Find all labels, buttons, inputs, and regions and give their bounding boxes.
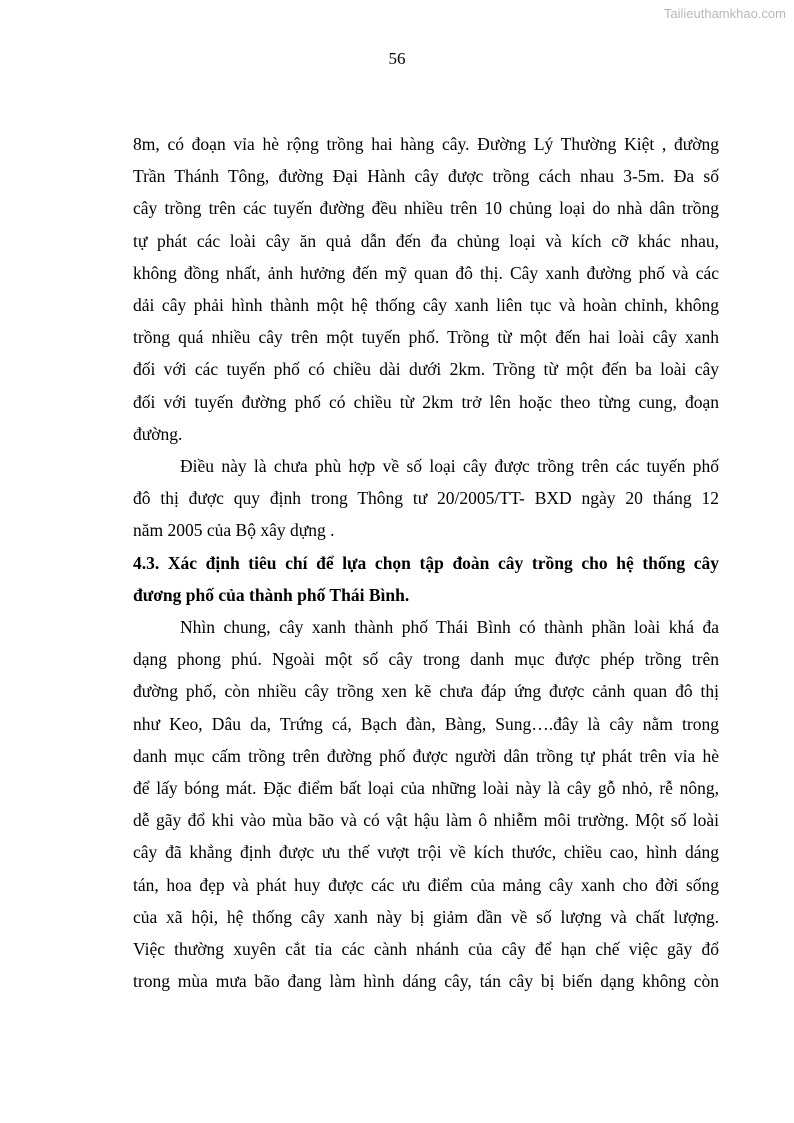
text-line: tự phát các loài cây ăn quả dẫn đến đa chủng loại và kích cỡ khác nhau, [133, 230, 719, 251]
text-line: cây đã khẳng định được ưu thế vượt trội về kích thước, chiều cao, hình dáng [133, 842, 719, 863]
text-line: dải cây phải hình thành một hệ thống cây xanh liên tục và hoàn chỉnh, không [133, 295, 719, 316]
text-line: trong mùa mưa bão đang làm hình dáng cây, tán cây bị biến dạng không còn [133, 971, 719, 992]
text-line: dạng phong phú. Ngoài một số cây trong danh mục được phép trồng trên [133, 649, 719, 670]
watermark: Tailieuthamkhao.com [663, 6, 786, 21]
text-line: tán, hoa đẹp và phát huy được các ưu điểm của mảng cây xanh cho đời sống [133, 874, 719, 895]
text-line: Việc thường xuyên cắt tỉa các cành nhánh của cây để hạn chế việc gãy đổ [133, 939, 719, 960]
text-line: năm 2005 của Bộ xây dựng . [133, 520, 335, 541]
document-body [133, 128, 719, 997]
text-line: để lấy bóng mát. Đặc điểm bất loại của những loài này là cây gỗ nhỏ, rễ nông, [133, 778, 719, 799]
text-line: cây trồng trên các tuyến đường đều nhiều trên 10 chủng loại do nhà dân trồng [133, 198, 719, 219]
text-line: đối với các tuyến phố có chiều dài dưới 2km. Trồng từ một đến ba loài cây [133, 359, 719, 380]
text-line: không đồng nhất, ảnh hưởng đến mỹ quan đô thị. Cây xanh đường phố và các [133, 262, 719, 283]
paragraph-continuation [133, 128, 719, 450]
text-line: đường. [133, 423, 183, 444]
text-line: dễ gãy đổ khi vào mùa bão và có vật hậu làm ô nhiễm môi trường. Một số loài [133, 810, 719, 831]
text-line: danh mục cấm trồng trên đường phố được người dân trồng tự phát trên vỉa hè [133, 745, 719, 766]
paragraph-overview [133, 611, 719, 997]
section-heading [133, 547, 719, 611]
text-line: trồng quá nhiều cây trên một tuyến phố. Trồng từ một đến hai loài cây xanh [133, 327, 719, 348]
text-line: Điều này là chưa phù hợp về số loại cây được trồng trên các tuyến phố [180, 456, 719, 477]
text-line: đối với tuyến đường phố có chiều từ 2km trở lên hoặc theo từng cung, đoạn [133, 391, 719, 412]
page-number: 56 [388, 49, 406, 68]
text-line: của xã hội, hệ thống cây xanh này bị giảm dần về số lượng và chất lượng. [133, 906, 719, 927]
paragraph-regulation [133, 450, 719, 547]
text-line: đô thị được quy định trong Thông tư 20/2005/TT- BXD ngày 20 tháng 12 [133, 488, 719, 509]
text-line: đường phố, còn nhiều cây trồng xen kẽ chưa đáp ứng được cảnh quan đô thị [133, 681, 719, 702]
text-line: Trần Thánh Tông, đường Đại Hành cây được trồng cách nhau 3-5m. Đa số [133, 166, 719, 187]
text-line: Nhìn chung, cây xanh thành phố Thái Bình có thành phần loài khá đa [180, 617, 719, 638]
text-line: 4.3. Xác định tiêu chí để lựa chọn tập đoàn cây trồng cho hệ thống cây [133, 552, 719, 573]
text-line: 8m, có đoạn vỉa hè rộng trồng hai hàng cây. Đường Lý Thường Kiệt , đường [133, 134, 719, 154]
text-line: đương phố của thành phố Thái Bình. [133, 584, 410, 605]
text-line: như Keo, Dâu da, Trứng cá, Bạch đàn, Bàng, Sung….đây là cây nằm trong [133, 713, 719, 734]
